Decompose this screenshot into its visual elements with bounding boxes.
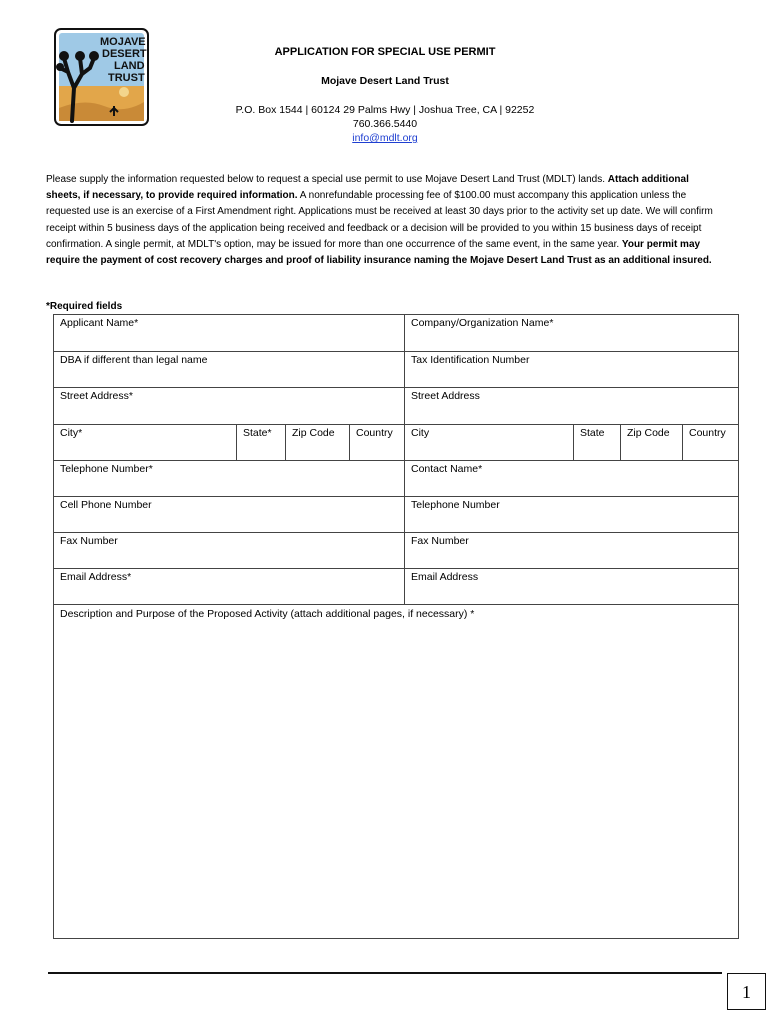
contact-telephone-field[interactable]: Telephone Number bbox=[405, 497, 739, 533]
contact-email-field[interactable]: Email Address bbox=[405, 569, 739, 605]
intro-bold-1: Attach additional sheets, if necessary, to provide required information. bbox=[46, 174, 689, 202]
contact-country-field[interactable]: Country bbox=[683, 425, 739, 461]
dba-field[interactable]: DBA if different than legal name bbox=[54, 352, 405, 388]
contact-zip-code-field[interactable]: Zip Code bbox=[621, 425, 683, 461]
footer-divider bbox=[48, 972, 722, 974]
application-form bbox=[53, 314, 739, 939]
email-field[interactable]: Email Address* bbox=[54, 569, 405, 605]
logo-text-3: LAND bbox=[114, 60, 145, 72]
contact-street-address-field[interactable]: Street Address bbox=[405, 388, 739, 425]
description-field[interactable]: Description and Purpose of the Proposed Activity (attach additional pages, if necessary) * bbox=[60, 608, 475, 620]
city-field[interactable]: City* bbox=[54, 425, 237, 461]
applicant-name-field[interactable]: Applicant Name* bbox=[54, 315, 405, 352]
logo-text-1: MOJAVE bbox=[100, 36, 146, 48]
page-title: APPLICATION FOR SPECIAL USE PERMIT bbox=[274, 46, 496, 58]
intro-text-2: A nonrefundable processing fee of $100.00 must accompany this application unless the requested use is an exercise of a First Amendment right. Applications must be received at least 30 days prior to the activity set up date. We will confirm receipt within 5 business days of the application being received and feedback or a decision will be provided to you within 15 business days of receipt confirmation. A single permit, at MDLT's option, may be issued for more than one occurrence of the same event, in the same year. bbox=[46, 190, 713, 250]
country-field[interactable]: Country bbox=[350, 425, 405, 461]
organization-name: Mojave Desert Land Trust bbox=[321, 75, 449, 87]
contact-state-field[interactable]: State bbox=[574, 425, 621, 461]
page-number: 1 bbox=[727, 973, 766, 1010]
organization-phone: 760.366.5440 bbox=[352, 118, 418, 130]
intro-paragraph bbox=[46, 172, 722, 269]
cell-phone-field[interactable]: Cell Phone Number bbox=[54, 497, 405, 533]
company-name-field[interactable]: Company/Organization Name* bbox=[405, 315, 739, 352]
contact-name-field[interactable]: Contact Name* bbox=[405, 461, 739, 497]
organization-email-link[interactable]: info@mdlt.org bbox=[352, 132, 418, 144]
contact-city-field[interactable]: City bbox=[405, 425, 574, 461]
intro-text-1: Please supply the information requested below to request a special use permit to use Mojave Desert Land Trust (MDLT) lands. bbox=[46, 174, 608, 185]
organization-address: P.O. Box 1544 | 60124 29 Palms Hwy | Joshua Tree, CA | 92252 bbox=[235, 104, 535, 116]
state-field[interactable]: State* bbox=[237, 425, 286, 461]
contact-fax-field[interactable]: Fax Number bbox=[405, 533, 739, 569]
required-fields-note: *Required fields bbox=[46, 301, 123, 312]
street-address-field[interactable]: Street Address* bbox=[54, 388, 405, 425]
logo-text-4: TRUST bbox=[108, 72, 145, 84]
intro-bold-2: Your permit may require the payment of cost recovery charges and proof of liability insurance naming the Mojave Desert Land Trust as an additional insured. bbox=[46, 238, 712, 267]
tax-id-field[interactable]: Tax Identification Number bbox=[405, 352, 739, 388]
telephone-field[interactable]: Telephone Number* bbox=[54, 461, 405, 497]
zip-code-field[interactable]: Zip Code bbox=[286, 425, 350, 461]
fax-field[interactable]: Fax Number bbox=[54, 533, 405, 569]
logo-text-2: DESERT bbox=[102, 48, 147, 60]
